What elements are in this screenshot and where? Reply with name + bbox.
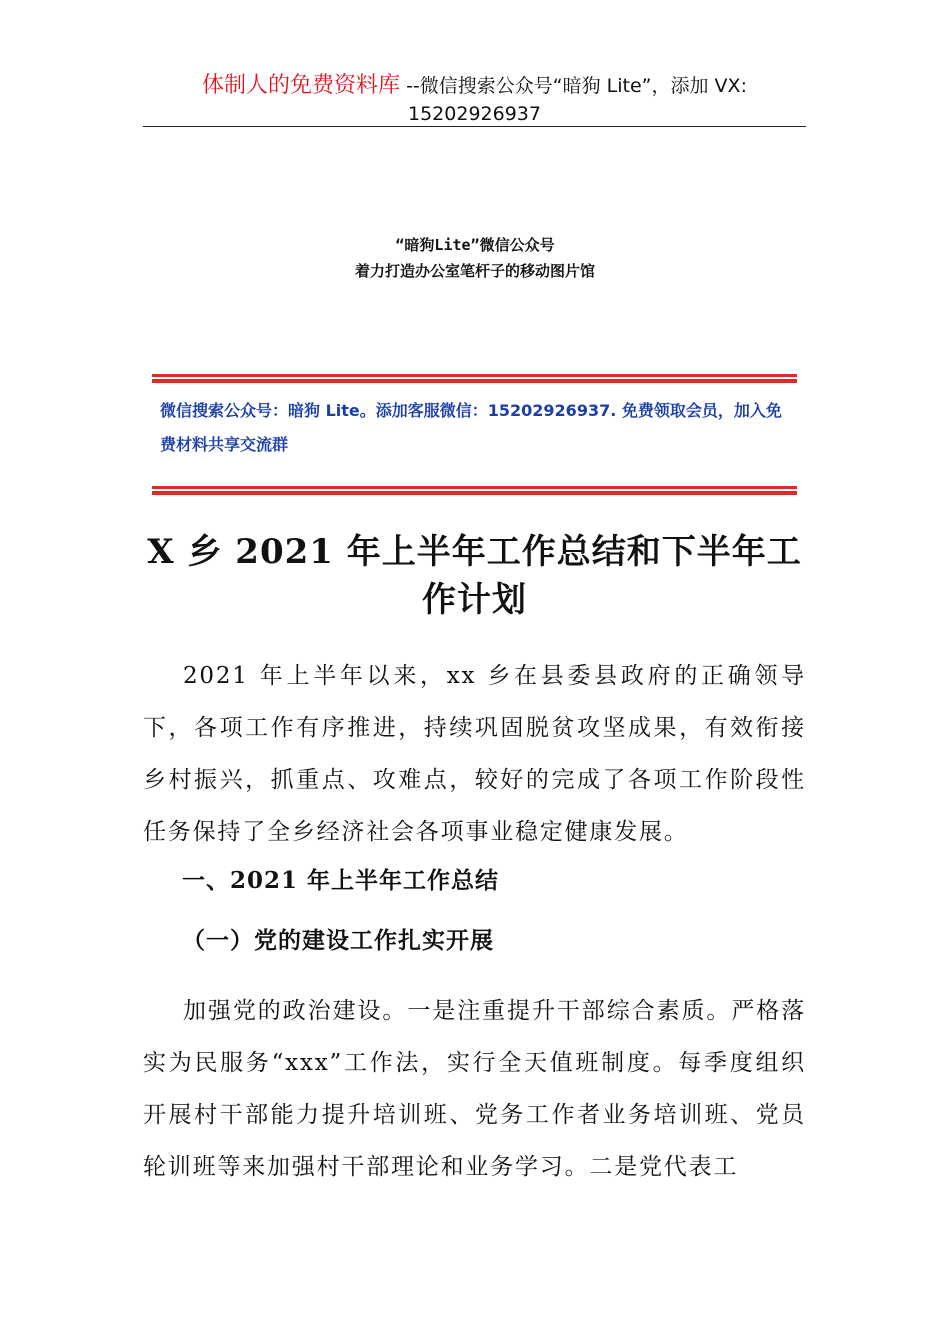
- notice-bottom-border: [152, 486, 797, 495]
- section-heading: 一、2021 年上半年工作总结: [182, 867, 500, 894]
- notice-top-border: [152, 374, 797, 383]
- header-text: --微信搜索公众号“暗狗 Lite”，添加 VX:: [400, 75, 747, 97]
- notice-text: 微信搜索公众号：暗狗 Lite。添加客服微信：15202926937. 免费领取会员，加入免费材料共享交流群: [160, 401, 782, 454]
- header-phone: 15202926937: [408, 103, 541, 125]
- header-divider: [143, 126, 806, 127]
- body-paragraph: 加强党的政治建设。一是注重提升干部综合素质。严格落实为民服务“xxx”工作法，实行全天值班制度。每季度组织开展村干部能力提升培训班、党务工作者业务培训班、党员轮训班等来加强村干部理论和业务学习。二是党代表工: [143, 998, 806, 1180]
- document-title: X 乡 2021 年上半年工作总结和下半年工作计划: [147, 532, 802, 620]
- promo-line-2: 着力打造办公室笔杆子的移动图片馆: [354, 262, 595, 280]
- intro-paragraph: 2021 年上半年以来，xx 乡在县委县政府的正确领导下，各项工作有序推进，持续巩固脱贫攻坚成果，有效衔接乡村振兴，抓重点、攻难点，较好的完成了各项工作阶段性任务保持了全乡经济社会各项事业稳定健康发展。: [143, 663, 806, 845]
- header-brand: 体制人的免费资料库: [202, 73, 401, 98]
- subsection-heading: （一）党的建设工作扎实开展: [182, 927, 494, 954]
- promo-line-1: “暗狗Lite”微信公众号: [395, 236, 555, 254]
- page-header: [143, 72, 806, 128]
- header-line-1: [143, 72, 806, 100]
